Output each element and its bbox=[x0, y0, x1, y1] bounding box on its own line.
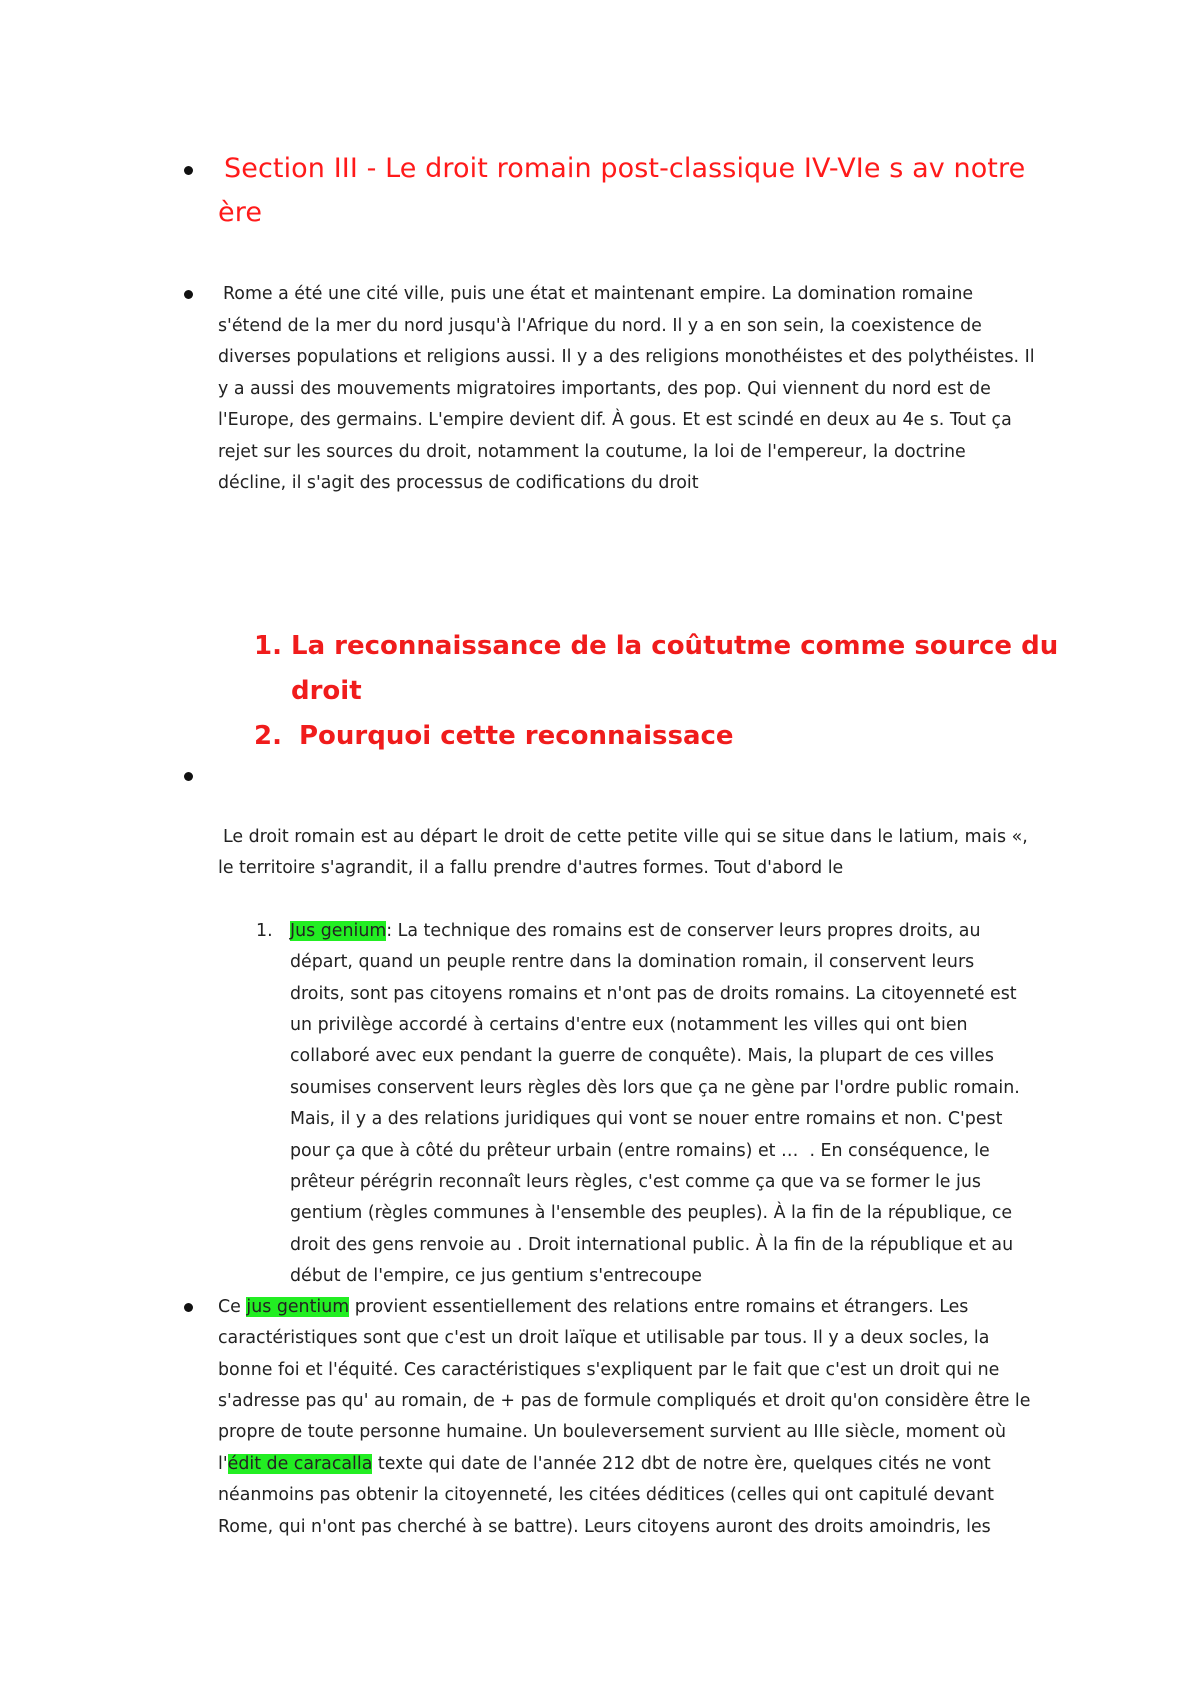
jus-item-line: début de l'empire, ce jus gentium s'entrecoupe bbox=[290, 1266, 702, 1286]
jus-item-rest: : La technique des romains est de conserver leurs propres droits, au bbox=[386, 921, 981, 941]
intro-line: Rome a été une cité ville, puis une état et maintenant empire. La domination romaine bbox=[223, 284, 974, 304]
heading-number: 1. bbox=[254, 631, 282, 661]
gentium-line bbox=[218, 1292, 968, 1324]
section-heading-line2: ère bbox=[218, 197, 263, 228]
gentium-line: s'adresse pas qu' au romain, de + pas de formule compliqués et droit qu'on considère être le bbox=[218, 1391, 1031, 1411]
context-line: le territoire s'agrandit, il a fallu prendre d'autres formes. Tout d'abord le bbox=[218, 858, 844, 878]
gentium-line: bonne foi et l'équité. Ces caractéristiques s'expliquent par le fait que c'est un droit qui ne bbox=[218, 1360, 1000, 1380]
heading-2-line1: Pourquoi cette reconnaissace bbox=[299, 721, 734, 751]
intro-line: s'étend de la mer du nord jusqu'à l'Afrique du nord. Il y a en son sein, la coexistence de bbox=[218, 316, 982, 336]
section-heading-line1: Section III - Le droit romain post-classique IV-VIe s av notre bbox=[224, 153, 1026, 184]
gentium-line: propre de toute personne humaine. Un bouleversement survient au IIIe siècle, moment où bbox=[218, 1422, 1007, 1442]
gentium-line: caractéristiques sont que c'est un droit laïque et utilisable par tous. Il y a deux socles, la bbox=[218, 1328, 990, 1348]
jus-item-line: départ, quand un peuple rentre dans la domination romain, il conservent leurs bbox=[290, 952, 975, 972]
bullet-icon bbox=[184, 290, 193, 299]
jus-item-line: Mais, il y a des relations juridiques qui vont se nouer entre romains et non. C'pest bbox=[290, 1109, 1003, 1129]
jus-item-line: collaboré avec eux pendant la guerre de conquête). Mais, la plupart de ces villes bbox=[290, 1046, 994, 1066]
intro-line: y a aussi des mouvements migratoires importants, des pop. Qui viennent du nord est de bbox=[218, 379, 991, 399]
bullet-icon bbox=[184, 166, 193, 175]
jus-item-line: gentium (règles communes à l'ensemble des peuples). À la fin de la république, ce bbox=[290, 1203, 1013, 1223]
heading-number: 2. bbox=[254, 721, 282, 751]
edit-prefix: l' bbox=[218, 1454, 228, 1474]
context-line: Le droit romain est au départ le droit de cette petite ville qui se situe dans le latium, mais «, bbox=[223, 827, 1028, 847]
gentium-line: néanmoins pas obtenir la citoyenneté, les citées déditices (celles qui ont capitulé devant bbox=[218, 1485, 994, 1505]
intro-line: rejet sur les sources du droit, notamment la coutume, la loi de l'empereur, la doctrine bbox=[218, 442, 966, 462]
gentium-prefix: Ce bbox=[218, 1297, 247, 1317]
intro-line: décline, il s'agit des processus de codifications du droit bbox=[218, 473, 699, 493]
highlight-jus-genium: Jus genium bbox=[290, 921, 387, 941]
jus-item-line: droits, sont pas citoyens romains et n'ont pas de droits romains. La citoyenneté est bbox=[290, 984, 1017, 1004]
heading-1-line2: droit bbox=[291, 676, 362, 706]
jus-item-line bbox=[290, 916, 980, 948]
jus-item-line: un privilège accordé à certains d'entre eux (notamment les villes qui ont bien bbox=[290, 1015, 968, 1035]
gentium-line bbox=[218, 1449, 991, 1481]
highlight-jus-gentium: jus gentium bbox=[246, 1297, 350, 1317]
intro-line: l'Europe, des germains. L'empire devient dif. À gous. Et est scindé en deux au 4e s. Tout ça bbox=[218, 410, 1012, 430]
bullet-icon bbox=[184, 1303, 193, 1312]
edit-rest: texte qui date de l'année 212 dbt de notre ère, quelques cités ne vont bbox=[372, 1454, 991, 1474]
heading-1-line1: La reconnaissance de la coûtutme comme source du bbox=[291, 631, 1059, 661]
gentium-line: Rome, qui n'ont pas cherché à se battre). Leurs citoyens auront des droits amoindris, les bbox=[218, 1517, 991, 1537]
item-number: 1. bbox=[256, 921, 273, 941]
jus-item-line: pour ça que à côté du prêteur urbain (entre romains) et … . En conséquence, le bbox=[290, 1141, 990, 1161]
highlight-edit-de-caracalla: édit de caracalla bbox=[227, 1454, 373, 1474]
jus-item-line: droit des gens renvoie au . Droit international public. À la fin de la république et au bbox=[290, 1235, 1014, 1255]
gentium-rest: provient essentiellement des relations entre romains et étrangers. Les bbox=[349, 1297, 969, 1317]
jus-item-line: prêteur pérégrin reconnaît leurs règles, c'est comme ça que va se former le jus bbox=[290, 1172, 981, 1192]
jus-item-line: soumises conservent leurs règles dès lors que ça ne gène par l'ordre public romain. bbox=[290, 1078, 1020, 1098]
intro-line: diverses populations et religions aussi. Il y a des religions monothéistes et des polythéistes. Il bbox=[218, 347, 1035, 367]
bullet-icon bbox=[184, 772, 193, 781]
